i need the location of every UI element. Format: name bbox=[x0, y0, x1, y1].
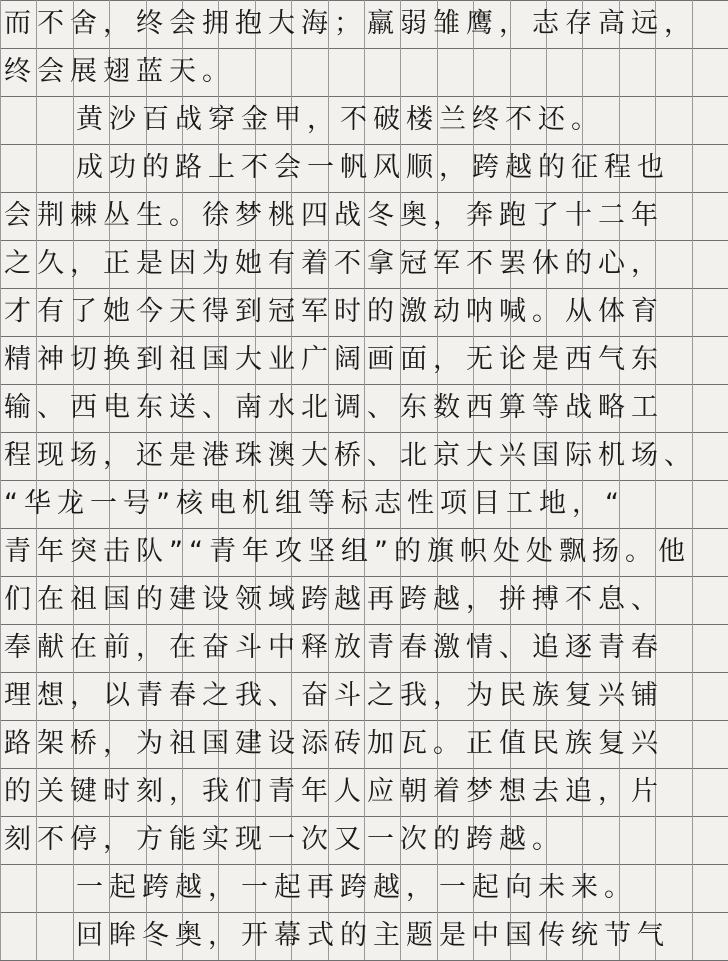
text-row bbox=[0, 194, 728, 238]
grid-column-line bbox=[146, 0, 147, 960]
text-row bbox=[0, 530, 728, 574]
grid-column-line bbox=[255, 0, 256, 960]
text-row bbox=[0, 434, 728, 478]
handwritten-line: 路架桥，为祖国建设添砖加瓦。正值民族复兴 bbox=[4, 728, 664, 759]
text-row bbox=[0, 338, 728, 382]
handwritten-line: 一起跨越，一起再跨越，一起向未来。 bbox=[76, 872, 637, 903]
grid-column-line bbox=[400, 0, 401, 960]
text-row bbox=[0, 674, 728, 718]
grid-column-line bbox=[655, 0, 656, 960]
handwritten-line: 程现场，还是港珠澳大桥、北京大兴国际机场、 bbox=[4, 440, 697, 471]
text-row bbox=[0, 2, 728, 46]
handwritten-line: “华龙一号”核电机组等标志性项目工地，“ bbox=[4, 488, 625, 519]
handwritten-line: 黄沙百战穿金甲，不破楼兰终不还。 bbox=[76, 104, 604, 135]
handwritten-line: 而不舍，终会拥抱大海；羸弱雏鹰，志存高远， bbox=[4, 8, 697, 39]
grid-column-line bbox=[510, 0, 511, 960]
handwritten-line: 奉献在前，在奋斗中释放青春激情、追逐青春 bbox=[4, 632, 664, 663]
text-row bbox=[0, 50, 728, 94]
text-row bbox=[0, 578, 728, 622]
grid-column-line bbox=[619, 0, 620, 960]
handwritten-line: 青年突击队”“青年攻坚组”的旗帜处处飘扬。他 bbox=[4, 536, 691, 567]
handwritten-line: 成功的路上不会一帆风顺，跨越的征程也 bbox=[76, 152, 670, 183]
text-row bbox=[0, 242, 728, 286]
grid-column-line bbox=[546, 0, 547, 960]
handwritten-line: 回眸冬奥，开幕式的主题是中国传统节气 bbox=[76, 920, 670, 951]
text-row bbox=[0, 626, 728, 670]
text-row bbox=[0, 146, 728, 190]
grid-column-line bbox=[364, 0, 365, 960]
grid-column-line bbox=[182, 0, 183, 960]
text-row bbox=[0, 818, 728, 862]
grid-column-line bbox=[0, 0, 1, 960]
handwritten-line: 精神切换到祖国大业广阔画面，无论是西气东 bbox=[4, 344, 664, 375]
handwritten-line: 会荆棘丛生。徐梦桃四战冬奥，奔跑了十二年 bbox=[4, 200, 664, 231]
text-row bbox=[0, 98, 728, 142]
grid-column-line bbox=[473, 0, 474, 960]
grid-column-line bbox=[692, 0, 693, 960]
grid-column-line bbox=[36, 0, 37, 960]
grid-column-line bbox=[328, 0, 329, 960]
handwritten-line: 理想，以青春之我、奋斗之我，为民族复兴铺 bbox=[4, 680, 664, 711]
handwritten-line: 输、西电东送、南水北调、东数西算等战略工 bbox=[4, 392, 664, 423]
text-row bbox=[0, 770, 728, 814]
grid-column-line bbox=[291, 0, 292, 960]
grid-column-line bbox=[437, 0, 438, 960]
handwritten-line: 们在祖国的建设领域跨越再跨越，拼搏不息、 bbox=[4, 584, 664, 615]
handwritten-line: 刻不停，方能实现一次又一次的跨越。 bbox=[4, 824, 565, 855]
grid-column-line bbox=[73, 0, 74, 960]
text-row bbox=[0, 290, 728, 334]
text-row bbox=[0, 914, 728, 958]
grid-column-line bbox=[582, 0, 583, 960]
text-row bbox=[0, 386, 728, 430]
text-row bbox=[0, 866, 728, 910]
handwritten-line: 的关键时刻，我们青年人应朝着梦想去追，片 bbox=[4, 776, 664, 807]
grid-column-line bbox=[218, 0, 219, 960]
handwritten-line: 之久，正是因为她有着不拿冠军不罢休的心， bbox=[4, 248, 664, 279]
text-row bbox=[0, 722, 728, 766]
text-row bbox=[0, 482, 728, 526]
handwritten-line: 才有了她今天得到冠军时的激动呐喊。从体育 bbox=[4, 296, 664, 327]
handwritten-line: 终会展翅蓝天。 bbox=[4, 56, 235, 87]
grid-column-line bbox=[109, 0, 110, 960]
